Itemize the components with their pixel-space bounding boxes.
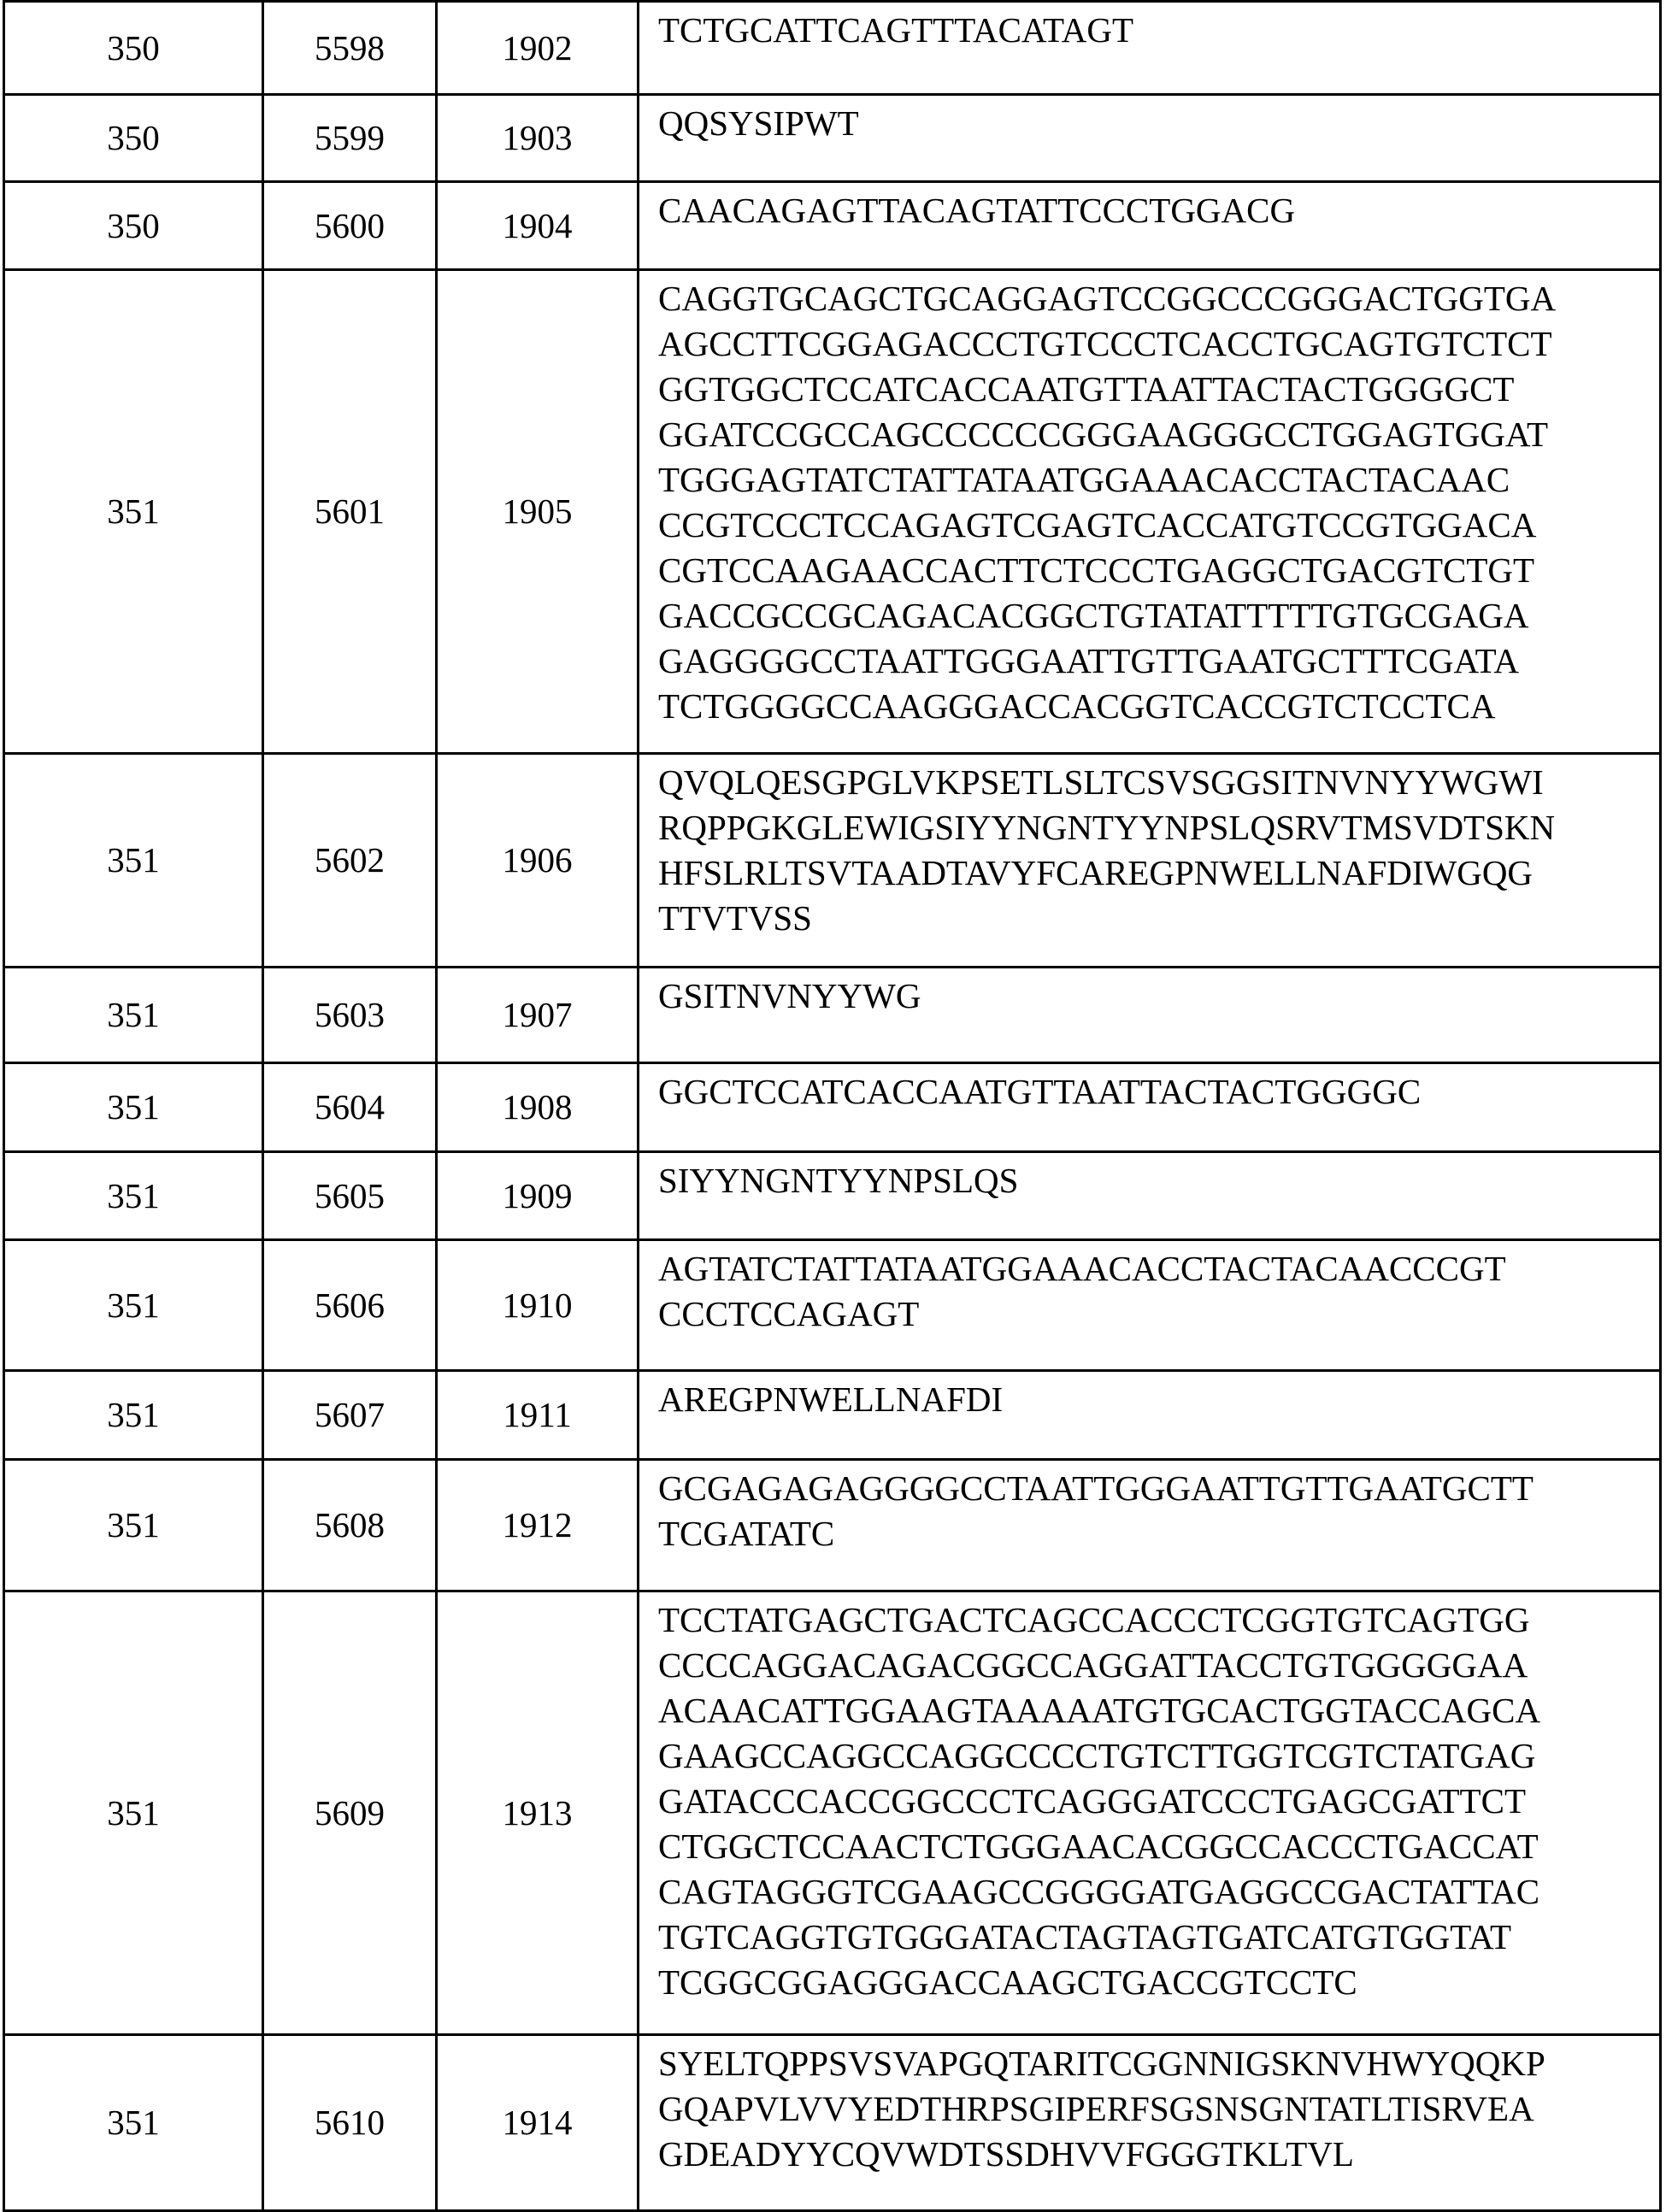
- sequence-text: QVQLQESGPGLVKPSETLSLTCSVSGGSITNVNYYWGWI RQPPGKGLEWIGSIYYNGNTYYNPSLQSRVTMSVDTSKN HFSLRLTSVTAADTAVYFCAREGPNWELLNAFDIWGQG TTVTVSS: [639, 754, 1661, 968]
- sequence-text: TCTGCATTCAGTTTACATAGT: [639, 2, 1661, 95]
- table-row: [4, 754, 1661, 968]
- table-row: [4, 2, 1661, 95]
- table-row: [4, 1460, 1661, 1591]
- col1-value: 350: [4, 95, 263, 182]
- seq-id-number: 1907: [437, 968, 639, 1063]
- col1-value: 351: [4, 2035, 263, 2211]
- sequence-text: GGCTCCATCACCAATGTTAATTACTACTGGGGC: [639, 1063, 1661, 1152]
- seq-id-number: 1909: [437, 1152, 639, 1240]
- col2-value: 5601: [263, 270, 437, 754]
- col1-value: 351: [4, 1371, 263, 1460]
- col2-value: 5605: [263, 1152, 437, 1240]
- table-row: [4, 1371, 1661, 1460]
- col1-value: 351: [4, 968, 263, 1063]
- table-row: [4, 1591, 1661, 2035]
- col1-value: 351: [4, 270, 263, 754]
- seq-id-number: 1912: [437, 1460, 639, 1591]
- sequence-table: [3, 0, 1662, 2212]
- col2-value: 5598: [263, 2, 437, 95]
- table-row: [4, 1063, 1661, 1152]
- table-body: [4, 2, 1661, 2211]
- col2-value: 5609: [263, 1591, 437, 2035]
- col1-value: 350: [4, 2, 263, 95]
- table-row: [4, 1240, 1661, 1371]
- col2-value: 5604: [263, 1063, 437, 1152]
- seq-id-number: 1908: [437, 1063, 639, 1152]
- col1-value: 350: [4, 182, 263, 270]
- seq-id-number: 1906: [437, 754, 639, 968]
- seq-id-number: 1914: [437, 2035, 639, 2211]
- table-row: [4, 270, 1661, 754]
- sequence-text: GCGAGAGAGGGGCCTAATTGGGAATTGTTGAATGCTT TCGATATC: [639, 1460, 1661, 1591]
- col1-value: 351: [4, 1460, 263, 1591]
- sequence-text: AREGPNWELLNAFDI: [639, 1371, 1661, 1460]
- seq-id-number: 1913: [437, 1591, 639, 2035]
- sequence-text: QQSYSIPWT: [639, 95, 1661, 182]
- sequence-text: GSITNVNYYWG: [639, 968, 1661, 1063]
- sequence-text: AGTATCTATTATAATGGAAACACCTACTACAACCCGT CCCTCCAGAGT: [639, 1240, 1661, 1371]
- sequence-text: SIYYNGNTYYNPSLQS: [639, 1152, 1661, 1240]
- col1-value: 351: [4, 1240, 263, 1371]
- col2-value: 5610: [263, 2035, 437, 2211]
- col2-value: 5602: [263, 754, 437, 968]
- table-row: [4, 95, 1661, 182]
- col1-value: 351: [4, 1063, 263, 1152]
- col1-value: 351: [4, 1152, 263, 1240]
- seq-id-number: 1903: [437, 95, 639, 182]
- seq-id-number: 1904: [437, 182, 639, 270]
- seq-id-number: 1911: [437, 1371, 639, 1460]
- col2-value: 5608: [263, 1460, 437, 1591]
- col2-value: 5603: [263, 968, 437, 1063]
- table-row: [4, 182, 1661, 270]
- seq-id-number: 1910: [437, 1240, 639, 1371]
- sequence-text: SYELTQPPSVSVAPGQTARITCGGNNIGSKNVHWYQQKP GQAPVLVVYEDTHRPSGIPERFSGSNSGNTATLTISRVEA GDEADYYCQVWDTSSDHVVFGGGTKLTVL: [639, 2035, 1661, 2211]
- table-row: [4, 1152, 1661, 1240]
- seq-id-number: 1905: [437, 270, 639, 754]
- table-row: [4, 968, 1661, 1063]
- col1-value: 351: [4, 754, 263, 968]
- table-row: [4, 2035, 1661, 2211]
- seq-id-number: 1902: [437, 2, 639, 95]
- col2-value: 5607: [263, 1371, 437, 1460]
- col2-value: 5599: [263, 95, 437, 182]
- col1-value: 351: [4, 1591, 263, 2035]
- col2-value: 5600: [263, 182, 437, 270]
- sequence-text: CAACAGAGTTACAGTATTCCCTGGACG: [639, 182, 1661, 270]
- sequence-text: CAGGTGCAGCTGCAGGAGTCCGGCCCGGGACTGGTGA AGCCTTCGGAGACCCTGTCCCTCACCTGCAGTGTCTCT GGTGGCTCCATCACCAATGTTAATTACTACTGGGGCT GGATCCGCCAGCCCCCCGGGAAGGGCCTGGAGTGGAT TGGGAGTATCTATTATAATGGAAACACCTACTACAAC CCGTCCCTCCAGAGTCGAGTCACCATGTCCGTGGACA CGTCCAAGAACCACTTCTCCCTGAGGCTGACGTCTGT GACCGCCGCAGACACGGCTGTATATTTTTGTGCGAGA GAGGGGCCTAATTGGGAATTGTTGAATGCTTTCGATA TCTGGGGCCAAGGGACCACGGTCACCGTCTCCTCA: [639, 270, 1661, 754]
- col2-value: 5606: [263, 1240, 437, 1371]
- sequence-text: TCCTATGAGCTGACTCAGCCACCCTCGGTGTCAGTGG CCCCAGGACAGACGGCCAGGATTACCTGTGGGGGAA ACAACATTGGAAGTAAAAATGTGCACTGGTACCAGCA GAAGCCAGGCCAGGCCCCTGTCTTGGTCGTCTATGAG GATACCCACCGGCCCTCAGGGATCCCTGAGCGATTCT CTGGCTCCAACTCTGGGAACACGGCCACCCTGACCAT CAGTAGGGTCGAAGCCGGGGATGAGGCCGACTATTAC TGTCAGGTGTGGGATACTAGTAGTGATCATGTGGTAT TCGGCGGAGGGACCAAGCTGACCGTCCTC: [639, 1591, 1661, 2035]
